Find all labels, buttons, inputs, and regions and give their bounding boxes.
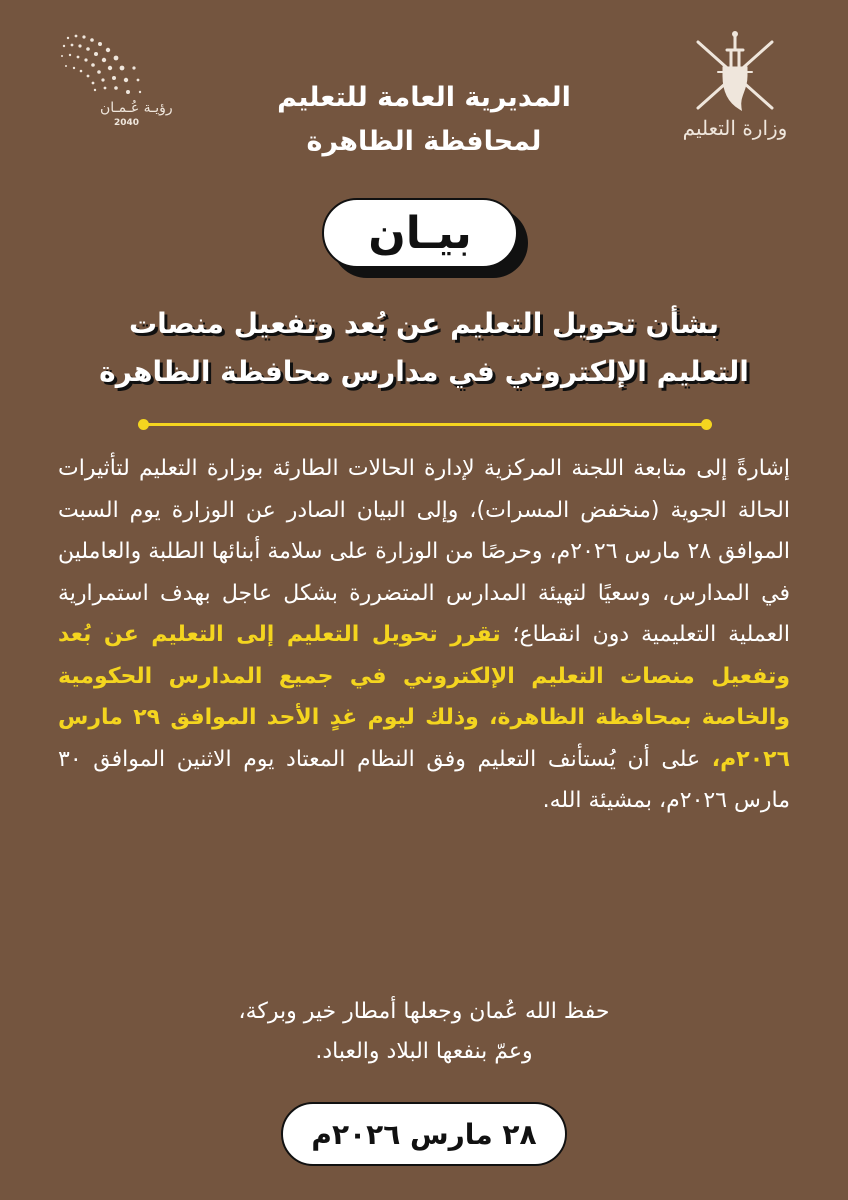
statement-body-resumption: على أن يُستأنف التعليم وفق النظام المعتاد يوم الاثنين الموافق ٣٠ مارس ٢٠٢٦م، بمشيئة الله. (58, 746, 790, 813)
divider-dot-left (138, 419, 149, 430)
directorate-title-line2: لمحافظة الظاهرة (306, 126, 542, 157)
closing-line2: وعمّ بنفعها البلاد والعباد. (315, 1039, 533, 1064)
directorate-title (200, 76, 648, 164)
statement-body-intro: إشارةً إلى متابعة اللجنة المركزية لإدارة الحالات الطارئة بوزارة التعليم لتأثيرات الحالة الجوية (منخفض المسرات)، وإلى البيان الصادر عن الوزارة يوم السبت الموافق ٢٨ مارس ٢٠٢٦م، وحرصًا من الوزارة على سلامة أبنائها الطلبة والعاملين في المدارس، وسعيًا لتهيئة المدارس المتضررة بشكل عاجل بهدف استمرارية العملية التعليمية دون انقطاع؛ (58, 456, 791, 647)
statement-subtitle (60, 300, 788, 396)
statement-body (58, 448, 790, 822)
statement-subtitle-line2: التعليم الإلكتروني في مدارس محافظة الظاهرة (99, 355, 749, 388)
ministry-logo (680, 28, 790, 148)
divider-dot-right (701, 419, 712, 430)
date-badge (281, 1102, 567, 1166)
vision-logo-year: 2040 (114, 118, 140, 128)
vision-logo-text: رؤيـة عُـمـان (100, 100, 173, 116)
statement-subtitle-line1: بشأن تحويل التعليم عن بُعد وتفعيل منصات (129, 307, 719, 340)
oman-vision-2040-logo (48, 28, 188, 128)
closing-line1: حفظ الله عُمان وجعلها أمطار خير وبركة، (238, 999, 610, 1024)
closing-prayer (100, 992, 748, 1072)
oman-khanjar-emblem-icon (680, 28, 790, 116)
directorate-title-line1: المديرية العامة للتعليم (277, 82, 571, 113)
statement-badge-label: بيـان (368, 207, 472, 259)
statement-body-decision: تقرر تحويل التعليم إلى التعليم عن بُعد وتفعيل منصات التعليم الإلكتروني في جميع المدارس الحكومية والخاصة بمحافظة الظاهرة، وذلك ليوم غدٍ الأحد الموافق ٢٩ مارس ٢٠٢٦م، (58, 622, 790, 772)
statement-badge (322, 198, 518, 268)
date-badge-label: ٢٨ مارس ٢٠٢٦م (311, 1117, 537, 1151)
ministry-logo-text: وزارة التعليم (682, 116, 788, 140)
yellow-divider (143, 423, 707, 426)
